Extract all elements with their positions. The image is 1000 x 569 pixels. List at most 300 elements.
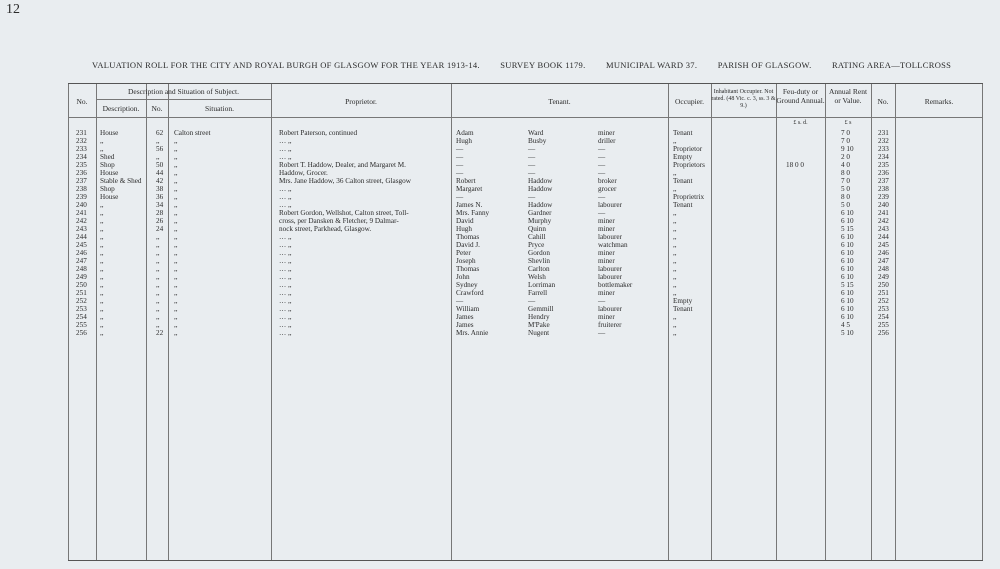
cell-prop: … ,, [279,201,292,209]
cell-occup: ,, [673,233,677,241]
cell-occup: Tenant [673,129,693,137]
cell-prop: Mrs. Jane Haddow, 36 Calton street, Glasgow [279,177,411,185]
table-row [68,281,983,289]
cell-occ: miner [598,289,615,297]
cell-num: ,, [156,241,160,249]
title-part-5: RATING AREA—TOLLCROSS [831,60,952,70]
cell-tl: Shevlin [528,257,550,265]
cell-rent: 5 0 [841,185,850,193]
cell-tl: Pryce [528,241,545,249]
cell-sit: ,, [174,185,178,193]
cell-occ: — [598,297,606,305]
cell-tf: David J. [456,241,480,249]
cell-no: 238 [76,185,87,193]
cell-occ: driller [598,137,616,145]
cell-no3: 234 [878,153,889,161]
cell-no: 249 [76,273,87,281]
cell-tf: — [456,153,464,161]
cell-num: ,, [156,257,160,265]
header-no-2: No. [151,104,163,113]
cell-tf: James [456,321,474,329]
cell-num: 28 [156,209,164,217]
cell-no: 240 [76,201,87,209]
cell-tf: Hugh [456,137,472,145]
cell-desc: ,, [100,329,104,337]
valuation-table [68,83,983,561]
cell-sit: ,, [174,177,178,185]
cell-tl: — [528,169,536,177]
cell-num: 38 [156,185,164,193]
cell-prop: … ,, [279,241,292,249]
cell-no3: 255 [878,321,889,329]
cell-no: 256 [76,329,87,337]
cell-occ: labourer [598,233,622,241]
cell-occ: grocer [598,185,617,193]
cell-desc: ,, [100,249,104,257]
cell-tf: Adam [456,129,474,137]
cell-prop: … ,, [279,257,292,265]
cell-desc: ,, [100,225,104,233]
cell-no: 235 [76,161,87,169]
cell-tl: Nugent [528,329,550,337]
cell-prop: cross, per Dansken & Fletcher, 9 Dalmar- [279,217,399,225]
table-row [68,257,983,265]
cell-tl: Carlton [528,265,550,273]
cell-rent: 6 10 [841,249,854,257]
cell-occup: Proprietor [673,145,703,153]
cell-occup: ,, [673,185,677,193]
cell-tf: Robert [456,177,476,185]
header-feu-duty: Feu-duty or Ground Annual. [776,87,825,105]
cell-no: 243 [76,225,87,233]
header-tenant: Tenant. [548,97,571,106]
title-part-4: PARISH OF GLASGOW. [717,60,812,70]
cell-occup: ,, [673,273,677,281]
cell-no: 231 [76,129,87,137]
cell-prop: … ,, [279,153,292,161]
cell-no3: 248 [878,265,889,273]
header-occupier: Occupier. [675,97,704,106]
cell-tf: — [456,297,464,305]
cell-tl: — [528,193,536,201]
cell-num: 50 [156,161,164,169]
table-row [68,217,983,225]
cell-prop: … ,, [279,265,292,273]
cell-tl: Murphy [528,217,552,225]
cell-tf: Margaret [456,185,483,193]
cell-rent: 6 10 [841,273,854,281]
cell-sit: ,, [174,329,178,337]
cell-desc: Shop [100,161,115,169]
cell-prop: … ,, [279,185,292,193]
cell-rent: 6 10 [841,241,854,249]
cell-num: 62 [156,129,164,137]
header-remarks: Remarks. [924,97,954,106]
cell-rent: 5 10 [841,329,854,337]
cell-prop: Robert T. Haddow, Dealer, and Margaret M. [279,161,406,169]
cell-tl: — [528,297,536,305]
cell-no3: 240 [878,201,889,209]
cell-desc: House [100,169,119,177]
cell-sit: ,, [174,321,178,329]
cell-desc: ,, [100,305,104,313]
cell-desc: ,, [100,313,104,321]
cell-no3: 250 [878,281,889,289]
header-description-group: Description and Situation of Subject. [127,87,240,96]
cell-occup: Tenant [673,177,693,185]
cell-occ: miner [598,257,615,265]
cell-rent: 5 15 [841,281,854,289]
cell-rent: 6 10 [841,297,854,305]
cell-prop: … ,, [279,233,292,241]
cell-prop: … ,, [279,281,292,289]
page-title [92,60,972,70]
table-row [68,177,983,185]
cell-rent: 8 0 [841,169,850,177]
table-row [68,193,983,201]
cell-desc: ,, [100,201,104,209]
cell-no: 248 [76,265,87,273]
cell-tf: James [456,313,474,321]
cell-num: 34 [156,201,164,209]
cell-rent: 4 5 [841,321,850,329]
cell-occup: ,, [673,137,677,145]
cell-occ: labourer [598,273,622,281]
cell-no3: 232 [878,137,889,145]
cell-no: 254 [76,313,87,321]
cell-tl: Haddow [528,201,553,209]
cell-no: 233 [76,145,87,153]
cell-no: 244 [76,233,87,241]
cell-num: 24 [156,225,164,233]
cell-desc: Shed [100,153,115,161]
cell-sit: ,, [174,305,178,313]
cell-desc: ,, [100,273,104,281]
cell-prop: … ,, [279,313,292,321]
cell-tl: M'Pake [528,321,550,329]
cell-occup: ,, [673,289,677,297]
cell-desc: House [100,193,119,201]
page-number: 12 [6,2,20,17]
cell-occ: — [598,329,606,337]
cell-num: ,, [156,233,160,241]
cell-sit: ,, [174,241,178,249]
cell-feu: 18 0 0 [786,161,804,169]
cell-rent: 6 10 [841,313,854,321]
cell-desc: Shop [100,185,115,193]
cell-num: ,, [156,273,160,281]
table-row [68,305,983,313]
cell-rent: 2 0 [841,153,850,161]
cell-no3: 233 [878,145,889,153]
cell-tl: Hendry [528,313,550,321]
cell-sit: ,, [174,233,178,241]
cell-desc: House [100,129,119,137]
cell-occ: labourer [598,305,622,313]
cell-no3: 254 [878,313,889,321]
cell-num: 26 [156,217,164,225]
cell-no3: 246 [878,249,889,257]
cell-tf: Mrs. Annie [456,329,489,337]
cell-no3: 244 [878,233,889,241]
cell-tl: Ward [528,129,544,137]
table-row [68,241,983,249]
table-row [68,161,983,169]
cell-no3: 252 [878,297,889,305]
cell-tf: Crawford [456,289,484,297]
cell-occup: Proprietors [673,161,705,169]
cell-occ: miner [598,313,615,321]
cell-no: 234 [76,153,87,161]
cell-occup: ,, [673,249,677,257]
cell-sit: ,, [174,313,178,321]
cell-num: ,, [156,313,160,321]
cell-no3: 253 [878,305,889,313]
cell-prop: … ,, [279,193,292,201]
cell-no3: 251 [878,289,889,297]
table-row [68,169,983,177]
table-row [68,185,983,193]
cell-prop: … ,, [279,273,292,281]
cell-tl: Farrell [528,289,548,297]
cell-prop: … ,, [279,137,292,145]
cell-rent: 6 10 [841,265,854,273]
cell-sit: Calton street [174,129,211,137]
cell-rent: 6 10 [841,305,854,313]
cell-sit: ,, [174,169,178,177]
cell-no: 237 [76,177,87,185]
cell-tf: Joseph [456,257,476,265]
cell-no3: 242 [878,217,889,225]
header-situation: Situation. [205,104,234,113]
cell-no: 242 [76,217,87,225]
header-no-3: No. [877,97,889,106]
header-description: Description. [102,104,140,113]
cell-tf: Hugh [456,225,472,233]
cell-sit: ,, [174,281,178,289]
cell-no: 247 [76,257,87,265]
cell-sit: ,, [174,297,178,305]
table-row [68,265,983,273]
cell-no3: 249 [878,273,889,281]
cell-sit: ,, [174,201,178,209]
cell-occup: Tenant [673,305,693,313]
cell-prop: Haddow, Grocer. [279,169,328,177]
cell-prop: … ,, [279,321,292,329]
table-row [68,225,983,233]
cell-num: ,, [156,153,160,161]
cell-tl: — [528,161,536,169]
cell-no3: 237 [878,177,889,185]
cell-occ: watchman [598,241,628,249]
cell-occ: — [598,161,606,169]
cell-occ: labourer [598,265,622,273]
cell-desc: ,, [100,297,104,305]
cell-rent: 8 0 [841,193,850,201]
cell-occ: miner [598,129,615,137]
cell-sit: ,, [174,289,178,297]
cell-prop: … ,, [279,329,292,337]
cell-no3: 236 [878,169,889,177]
cell-occup: Empty [673,297,693,305]
cell-tl: Quinn [528,225,546,233]
cell-occup: ,, [673,321,677,329]
cell-no3: 231 [878,129,889,137]
cell-sit: ,, [174,249,178,257]
cell-occ: broker [598,177,617,185]
header-lsd: £ s. d. [793,120,808,126]
cell-num: ,, [156,137,160,145]
cell-rent: 6 10 [841,233,854,241]
cell-prop: nock street, Parkhead, Glasgow. [279,225,372,233]
cell-no: 241 [76,209,87,217]
cell-rent: 7 0 [841,129,850,137]
table-row [68,321,983,329]
cell-rent: 7 0 [841,137,850,145]
table-row [68,249,983,257]
cell-tf: Sydney [456,281,478,289]
cell-rent: 6 10 [841,257,854,265]
cell-no: 232 [76,137,87,145]
cell-no3: 245 [878,241,889,249]
cell-occup: ,, [673,217,677,225]
cell-no: 246 [76,249,87,257]
cell-occ: miner [598,225,615,233]
cell-num: ,, [156,289,160,297]
cell-sit: ,, [174,257,178,265]
title-part-1: VALUATION ROLL FOR THE CITY AND ROYAL BURGH OF GLASGOW FOR THE YEAR 1913-14. [92,60,480,70]
header-no: No. [76,97,88,106]
table-row [68,289,983,297]
cell-tf: — [456,193,464,201]
cell-tl: Haddow [528,185,553,193]
cell-no: 236 [76,169,87,177]
cell-tf: William [456,305,480,313]
cell-occup: ,, [673,257,677,265]
cell-tl: Busby [528,137,547,145]
table-row [68,145,983,153]
cell-occ: — [598,153,606,161]
cell-desc: ,, [100,209,104,217]
table-row [68,201,983,209]
cell-no: 255 [76,321,87,329]
cell-prop: Robert Gordon, Wellshot, Calton street, Toll- [279,209,409,217]
header-annual-rent: Annual Rent or Value. [828,87,868,105]
cell-desc: ,, [100,289,104,297]
cell-tl: Haddow [528,177,553,185]
cell-no: 251 [76,289,87,297]
cell-prop: … ,, [279,145,292,153]
cell-prop: … ,, [279,305,292,313]
cell-desc: Stable & Shed [100,177,142,185]
table-row [68,137,983,145]
cell-sit: ,, [174,209,178,217]
cell-desc: ,, [100,241,104,249]
cell-num: 42 [156,177,164,185]
cell-desc: ,, [100,137,104,145]
cell-tf: David [456,217,474,225]
cell-desc: ,, [100,265,104,273]
cell-no: 245 [76,241,87,249]
header-inhabitant: Inhabitant Occupier. Not rated. (48 Vic. c. 3, ss. 3 & 9.) [711,89,776,109]
cell-num: 36 [156,193,164,201]
cell-sit: ,, [174,193,178,201]
cell-occup: ,, [673,209,677,217]
cell-occup: ,, [673,241,677,249]
cell-tl: Gordon [528,249,550,257]
cell-desc: ,, [100,145,104,153]
cell-sit: ,, [174,225,178,233]
cell-occ: — [598,209,606,217]
cell-tl: — [528,145,536,153]
cell-sit: ,, [174,137,178,145]
cell-rent: 6 10 [841,209,854,217]
cell-tf: — [456,161,464,169]
cell-tf: Thomas [456,265,480,273]
title-part-2: SURVEY BOOK 1179. [500,60,586,70]
header-ls: £ s [844,120,852,126]
cell-tl: Gardner [528,209,552,217]
table-row [68,129,983,137]
cell-tl: Gemmill [528,305,554,313]
cell-sit: ,, [174,145,178,153]
cell-occup: ,, [673,265,677,273]
cell-desc: ,, [100,233,104,241]
cell-rent: 5 15 [841,225,854,233]
cell-no: 250 [76,281,87,289]
cell-rent: 7 0 [841,177,850,185]
cell-num: 56 [156,145,164,153]
cell-occ: miner [598,217,615,225]
cell-occ: — [598,169,606,177]
cell-tf: Thomas [456,233,480,241]
cell-tf: Peter [456,249,471,257]
cell-occup: Tenant [673,201,693,209]
title-part-3: MUNICIPAL WARD 37. [605,60,698,70]
cell-tl: Lorriman [528,281,556,289]
cell-occ: bottlemaker [598,281,633,289]
table-row [68,329,983,337]
cell-sit: ,, [174,265,178,273]
cell-rent: 5 0 [841,201,850,209]
cell-occ: — [598,193,606,201]
table-row [68,273,983,281]
table-row [68,313,983,321]
cell-rent: 6 10 [841,217,854,225]
cell-sit: ,, [174,217,178,225]
cell-occ: miner [598,249,615,257]
cell-rent: 9 10 [841,145,854,153]
cell-num: ,, [156,305,160,313]
cell-no: 252 [76,297,87,305]
cell-occ: fruiterer [598,321,622,329]
cell-occup: Proprietrix [673,193,705,201]
cell-num: ,, [156,265,160,273]
cell-tl: Cahill [528,233,546,241]
table-row [68,233,983,241]
cell-tf: James N. [456,201,483,209]
cell-desc: ,, [100,281,104,289]
cell-no3: 235 [878,161,889,169]
cell-num: ,, [156,297,160,305]
cell-tf: — [456,169,464,177]
cell-prop: … ,, [279,297,292,305]
cell-no3: 239 [878,193,889,201]
cell-occup: ,, [673,225,677,233]
cell-rent: 6 10 [841,289,854,297]
cell-tf: — [456,145,464,153]
table-row [68,297,983,305]
